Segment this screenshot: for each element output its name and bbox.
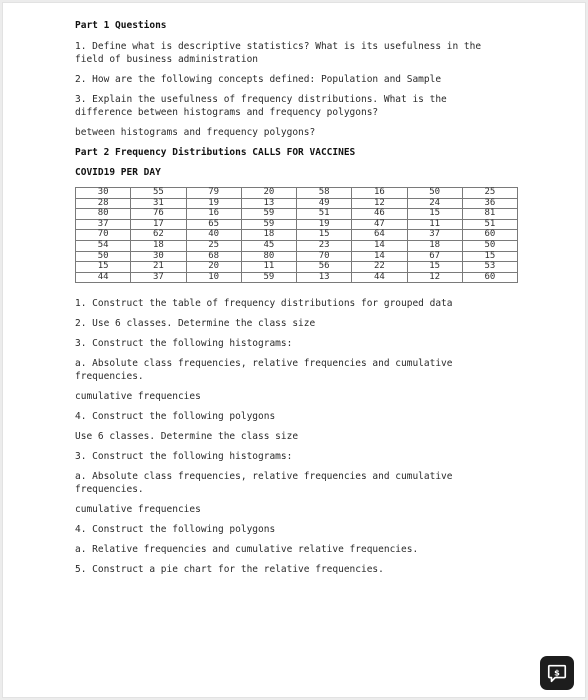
table-row [76, 272, 518, 283]
document-page [2, 2, 586, 698]
table-cell: 15 [297, 230, 352, 241]
table-cell: 22 [352, 262, 407, 273]
instruction-line: 1. Construct the table of frequency distributions for grouped data [75, 298, 453, 310]
table-cell: 20 [241, 188, 296, 199]
table-cell: 24 [407, 198, 462, 209]
table-cell: 37 [131, 272, 186, 283]
table-cell: 65 [186, 219, 241, 230]
table-cell: 20 [186, 262, 241, 273]
table-cell: 50 [76, 251, 131, 262]
table-cell: 15 [76, 262, 131, 273]
table-cell: 14 [352, 240, 407, 251]
table-cell: 50 [407, 188, 462, 199]
table-cell: 44 [76, 272, 131, 283]
instruction-line: 2. Use 6 classes. Determine the class size [75, 318, 316, 330]
table-cell: 19 [186, 198, 241, 209]
table-cell: 36 [462, 198, 517, 209]
table-cell: 12 [407, 272, 462, 283]
table-cell: 67 [407, 251, 462, 262]
document-content [75, 17, 525, 576]
table-cell: 40 [186, 230, 241, 241]
table-title: COVID19 PER DAY [75, 167, 161, 178]
instruction-line: Use 6 classes. Determine the class size [75, 431, 299, 443]
table-cell: 76 [131, 209, 186, 220]
table-cell: 62 [131, 230, 186, 241]
question-3-continuation: between histograms and frequency polygons? [75, 127, 316, 138]
table-cell: 30 [76, 188, 131, 199]
chat-dollar-icon [546, 662, 568, 684]
table-cell: 59 [241, 209, 296, 220]
part1-title: Part 1 Questions [75, 20, 167, 31]
table-cell: 70 [297, 251, 352, 262]
table-cell: 81 [462, 209, 517, 220]
table-cell: 55 [131, 188, 186, 199]
table-cell: 15 [407, 209, 462, 220]
table-cell: 19 [297, 219, 352, 230]
instruction-line: 5. Construct a pie chart for the relative frequencies. [75, 564, 384, 576]
table-cell: 16 [352, 188, 407, 199]
table-cell: 10 [186, 272, 241, 283]
table-cell: 21 [131, 262, 186, 273]
table-cell: 58 [297, 188, 352, 199]
table-cell: 11 [407, 219, 462, 230]
table-row [76, 262, 518, 273]
chat-button[interactable] [540, 656, 574, 690]
table-cell: 79 [186, 188, 241, 199]
table-cell: 18 [131, 240, 186, 251]
table-cell: 13 [241, 198, 296, 209]
table-row [76, 240, 518, 251]
table-cell: 45 [241, 240, 296, 251]
table-cell: 30 [131, 251, 186, 262]
table-cell: 25 [462, 188, 517, 199]
instruction-line: a. Absolute class frequencies, relative frequencies and cumulative frequencies. [75, 471, 453, 496]
table-cell: 37 [76, 219, 131, 230]
table-cell: 53 [462, 262, 517, 273]
table-cell: 59 [241, 272, 296, 283]
question-1: 1. Define what is descriptive statistics? What is its usefulness in the field of business administration [75, 41, 482, 65]
instruction-line: 4. Construct the following polygons [75, 411, 276, 423]
table-cell: 18 [407, 240, 462, 251]
instruction-line: cumulative frequencies [75, 504, 201, 516]
table-cell: 51 [462, 219, 517, 230]
table-cell: 70 [76, 230, 131, 241]
table-row [76, 230, 518, 241]
table-cell: 47 [352, 219, 407, 230]
instruction-line: 3. Construct the following histograms: [75, 338, 293, 350]
table-cell: 11 [241, 262, 296, 273]
table-cell: 12 [352, 198, 407, 209]
table-cell: 17 [131, 219, 186, 230]
table-row [76, 219, 518, 230]
table-row [76, 209, 518, 220]
table-cell: 60 [462, 230, 517, 241]
table-cell: 16 [186, 209, 241, 220]
table-cell: 37 [407, 230, 462, 241]
table-cell: 15 [407, 262, 462, 273]
table-cell: 31 [131, 198, 186, 209]
svg-text:$: $ [554, 667, 560, 678]
table-cell: 54 [76, 240, 131, 251]
table-cell: 44 [352, 272, 407, 283]
table-cell: 14 [352, 251, 407, 262]
instruction-line: a. Relative frequencies and cumulative relative frequencies. [75, 544, 419, 556]
table-row [76, 251, 518, 262]
question-2: 2. How are the following concepts defined: Population and Sample [75, 74, 442, 85]
table-cell: 23 [297, 240, 352, 251]
table-cell: 56 [297, 262, 352, 273]
part2-title: Part 2 Frequency Distributions CALLS FOR VACCINES [75, 147, 356, 158]
instruction-line: 4. Construct the following polygons [75, 524, 276, 536]
table-cell: 59 [241, 219, 296, 230]
table-cell: 64 [352, 230, 407, 241]
frequency-data-table [75, 187, 518, 283]
table-cell: 60 [462, 272, 517, 283]
table-cell: 49 [297, 198, 352, 209]
table-cell: 46 [352, 209, 407, 220]
table-row [76, 198, 518, 209]
table-cell: 68 [186, 251, 241, 262]
instruction-line: cumulative frequencies [75, 391, 201, 403]
instruction-line: a. Absolute class frequencies, relative frequencies and cumulative frequencies. [75, 358, 453, 383]
table-cell: 13 [297, 272, 352, 283]
question-3: 3. Explain the usefulness of frequency distributions. What is the difference between histograms and frequency polygons? [75, 94, 447, 118]
instruction-line: 3. Construct the following histograms: [75, 451, 293, 463]
table-cell: 50 [462, 240, 517, 251]
table-cell: 28 [76, 198, 131, 209]
table-cell: 80 [241, 251, 296, 262]
table-row [76, 188, 518, 199]
instructions-list [75, 297, 525, 576]
table-cell: 18 [241, 230, 296, 241]
table-cell: 25 [186, 240, 241, 251]
table-cell: 51 [297, 209, 352, 220]
table-cell: 80 [76, 209, 131, 220]
table-cell: 15 [462, 251, 517, 262]
